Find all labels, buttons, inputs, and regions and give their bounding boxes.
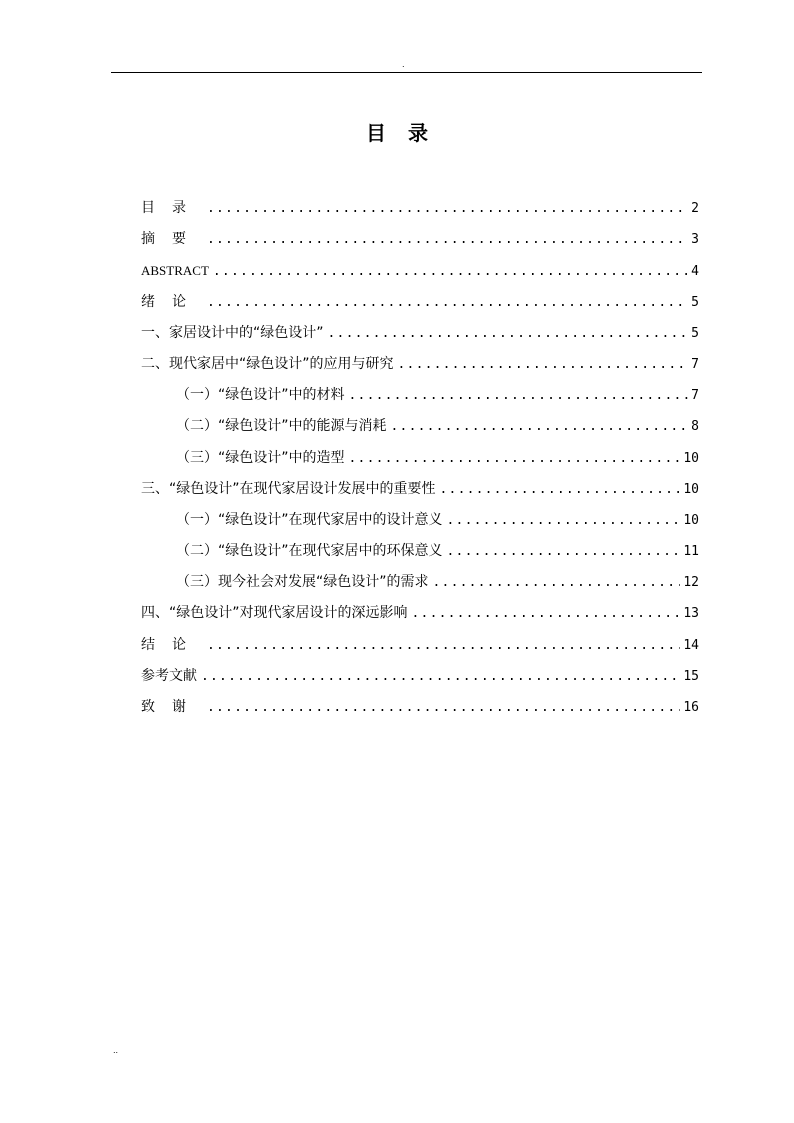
page-title: 目录 <box>366 121 450 145</box>
toc-leader-dots <box>433 567 681 598</box>
toc-entry-label: 一、家居设计中的“绿色设计” <box>141 324 324 341</box>
toc-leader-dots <box>207 193 688 224</box>
toc-leader-dots <box>447 505 681 536</box>
toc-entry-page: 3 <box>691 232 699 248</box>
toc-leader-dots <box>440 474 681 505</box>
toc-subentry[interactable] <box>141 411 699 442</box>
toc-entry-label: （二）“绿色设计”在现代家居中的环保意义 <box>176 543 443 560</box>
toc-entry-page: 5 <box>691 294 699 310</box>
toc-subentry[interactable] <box>141 443 699 474</box>
toc-leader-dots <box>207 224 688 255</box>
toc-leader-dots <box>213 256 688 287</box>
toc-entry-label: 参考文献 <box>141 667 197 684</box>
toc-leader-dots <box>398 349 689 380</box>
toc-entry-page: 8 <box>691 419 699 435</box>
toc-leader-dots <box>207 692 680 723</box>
toc-entry-label: （一）“绿色设计”在现代家居中的设计意义 <box>176 511 443 528</box>
toc-leader-dots <box>201 661 680 692</box>
toc-entry[interactable] <box>141 318 699 349</box>
toc-entry[interactable] <box>141 287 699 318</box>
toc-entry-page: 7 <box>691 356 699 372</box>
toc-entry-label: 结论 <box>141 636 203 653</box>
toc-entry-label: 摘要 <box>141 231 203 248</box>
toc-entry[interactable] <box>141 630 699 661</box>
toc-subentry[interactable] <box>141 536 699 567</box>
toc-entry-page: 10 <box>683 481 699 497</box>
toc-entry-label: （三）“绿色设计”中的造型 <box>176 449 345 466</box>
toc-entry-page: 14 <box>683 637 699 653</box>
toc-entry-page: 4 <box>691 264 699 280</box>
toc-entry-page: 13 <box>683 606 699 622</box>
toc-entry-page: 5 <box>691 325 699 341</box>
toc-entry[interactable] <box>141 598 699 629</box>
toc-leader-dots <box>412 598 681 629</box>
toc-entry-label: （三）现今社会对发展“绿色设计”的需求 <box>176 574 429 591</box>
toc-entry-label: 三、“绿色设计”在现代家居设计发展中的重要性 <box>141 480 436 497</box>
footer-mark: .. <box>113 1046 119 1055</box>
toc-entry[interactable] <box>141 474 699 505</box>
toc-leader-dots <box>328 318 689 349</box>
toc-entry[interactable] <box>141 692 699 723</box>
toc-entry-label: （二）“绿色设计”中的能源与消耗 <box>176 418 387 435</box>
toc-leader-dots <box>391 411 689 442</box>
toc-leader-dots <box>349 443 681 474</box>
toc-subentry[interactable] <box>141 567 699 598</box>
header-rule <box>111 72 702 73</box>
toc-entry-page: 11 <box>683 544 699 560</box>
toc-entry-page: 12 <box>683 575 699 591</box>
toc-entry[interactable] <box>141 255 699 286</box>
toc-leader-dots <box>447 536 681 567</box>
toc-entry-page: 16 <box>683 700 699 715</box>
toc-entry-label: 绪论 <box>141 293 203 310</box>
toc-entry[interactable] <box>141 349 699 380</box>
toc-entry-page: 10 <box>683 450 699 466</box>
toc-entry[interactable] <box>141 224 699 255</box>
toc-entry[interactable] <box>141 661 699 692</box>
toc-entry-label: 目录 <box>141 200 203 216</box>
toc-leader-dots <box>207 630 680 661</box>
header-mark: . <box>402 60 405 69</box>
toc-entry-label: （一）“绿色设计”中的材料 <box>176 387 345 404</box>
toc-entry-label: 致谢 <box>141 699 203 715</box>
toc-entry-page: 15 <box>683 668 699 684</box>
toc-entry-page: 10 <box>683 512 699 528</box>
toc-leader-dots <box>349 380 689 411</box>
toc-entry-page: 7 <box>691 388 699 404</box>
toc-subentry[interactable] <box>141 380 699 411</box>
toc-leader-dots <box>207 287 688 318</box>
toc-entry-page: 2 <box>691 201 699 216</box>
toc-subentry[interactable] <box>141 505 699 536</box>
toc-entry-label: 二、现代家居中“绿色设计”的应用与研究 <box>141 355 394 372</box>
toc-entry[interactable] <box>141 193 699 224</box>
toc-entry-label: 四、“绿色设计”对现代家居设计的深远影响 <box>141 605 408 622</box>
toc-list <box>141 193 699 723</box>
toc-entry-label: ABSTRACT <box>141 263 209 279</box>
